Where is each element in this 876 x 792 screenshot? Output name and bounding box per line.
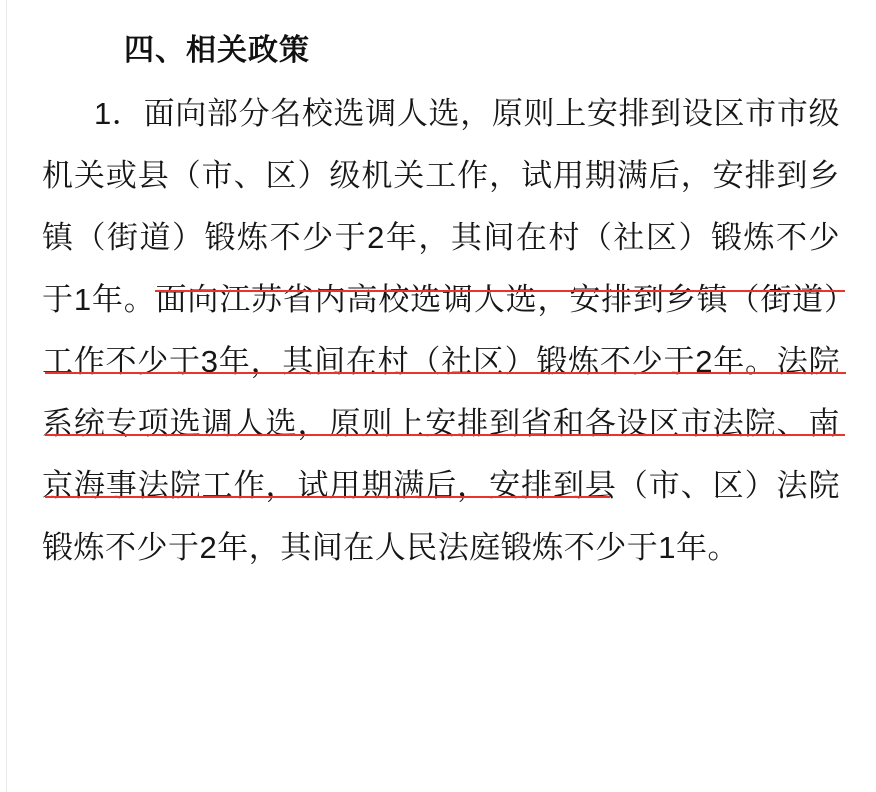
red-underline-segment-4 xyxy=(45,496,610,498)
red-underline-segment-3 xyxy=(45,434,845,436)
section-heading: 四、相关政策 xyxy=(124,34,310,67)
paragraph-1 xyxy=(42,83,846,579)
red-underline-segment-1 xyxy=(155,290,845,292)
red-underline-segment-2 xyxy=(45,372,846,374)
paragraph-1-number: 1． xyxy=(94,96,144,131)
paragraph-1-text: 面向部分名校选调人选，原则上安排到设区市市级机关或县（市、区）级机关工作，试用期满后，安排到乡镇（街道）锻炼不少于2年，其间在村（社区）锻炼不少于1年。面向江苏省内高校选调人选，安排到乡镇（街道）工作不少于3年，其间在村（社区）锻炼不少于2年。法院系统专项选调人选，原则上安排到省和各设区市法院、南京海事法院工作，试用期满后，安排到县（市、区）法院锻炼不少于2年，其间在人民法庭锻炼不少于1年。 xyxy=(42,96,840,565)
page-left-edge xyxy=(0,0,7,792)
